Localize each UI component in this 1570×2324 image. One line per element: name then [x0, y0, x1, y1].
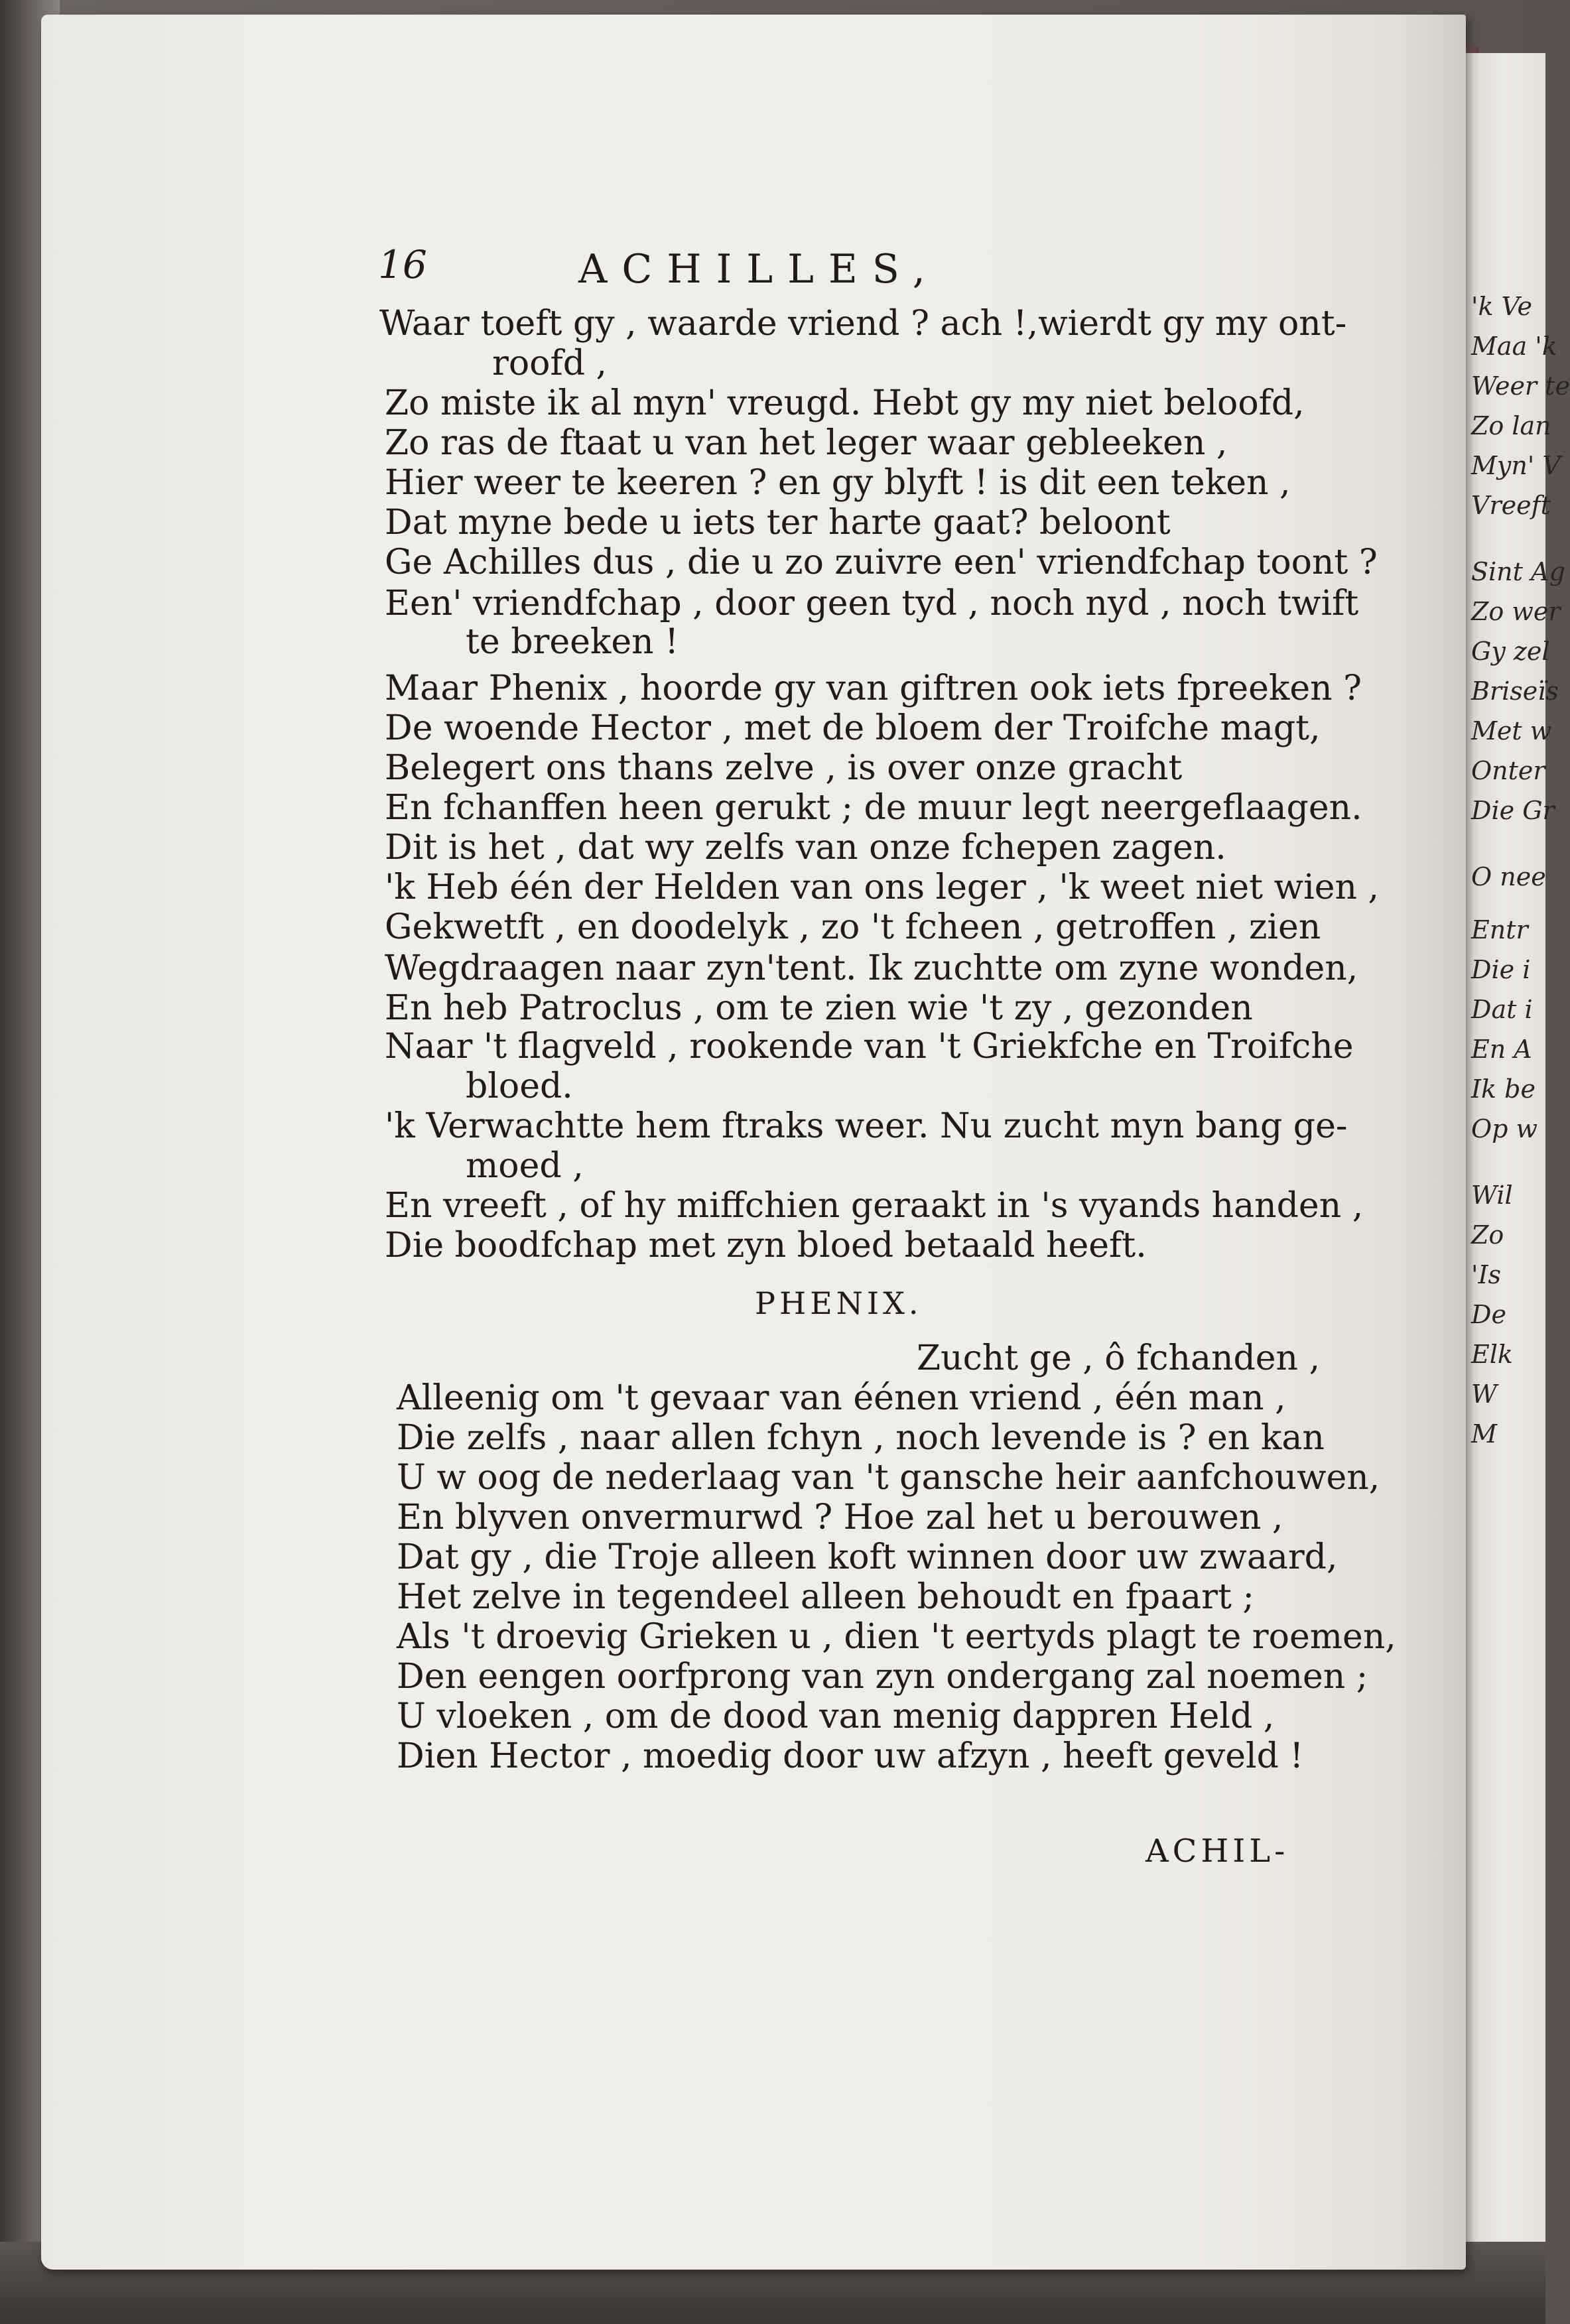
facing-page-fragment: Met w: [1471, 716, 1552, 745]
running-head: ACHILLES,: [578, 246, 940, 292]
facing-page-fragment: Weer te: [1471, 371, 1570, 401]
verse-line: Zo ras de ftaat u van het leger waar gebleeken ,: [385, 423, 1228, 463]
facing-page-fragment: Zo lan: [1471, 411, 1551, 440]
verse-line: Hier weer te keeren ? en gy blyft ! is dit een teken ,: [385, 463, 1291, 503]
facing-page-fragment: Elk: [1471, 1340, 1513, 1369]
facing-page-fragment: Zo: [1471, 1220, 1504, 1250]
facing-page-fragment: Die Gr: [1471, 796, 1555, 825]
verse-line: bloed.: [466, 1066, 573, 1106]
facing-page-fragment: Ik be: [1471, 1074, 1536, 1104]
verse-line: 'k Heb één der Helden van ons leger , 'k weet niet wien ,: [385, 868, 1380, 907]
facing-page-fragment: Maa 'k: [1471, 332, 1557, 361]
verse-line: Dat gy , die Troje alleen koft winnen door uw zwaard,: [397, 1537, 1338, 1577]
facing-page-fragment: Vreeft: [1471, 491, 1551, 520]
verse-line: Zo miste ik al myn' vreugd. Hebt gy my niet beloofd,: [385, 383, 1305, 423]
verse-line: Wegdraagen naar zyn'tent. Ik zuchtte om zyne wonden,: [385, 948, 1358, 988]
facing-page-fragment: Myn' V: [1471, 451, 1561, 480]
verse-line: Dit is het , dat wy zelfs van onze fchepen zagen.: [385, 828, 1226, 868]
facing-page-fragment: Entr: [1471, 915, 1528, 944]
facing-page-fragment: De: [1471, 1300, 1506, 1329]
facing-page-fragment: O nee: [1471, 862, 1546, 891]
facing-page-fragment: 'Is: [1471, 1260, 1501, 1289]
verse-line: Het zelve in tegendeel alleen behoudt en fpaart ;: [397, 1577, 1254, 1617]
verse-line: U w oog de nederlaag van 't gansche heir aanfchouwen,: [397, 1458, 1380, 1498]
verse-line: Belegert ons thans zelve , is over onze gracht: [385, 748, 1183, 788]
facing-page: [1459, 53, 1570, 2248]
facing-page-fragment: Op w: [1471, 1114, 1538, 1143]
verse-line: Die zelfs , naar allen fchyn , noch levende is ? en kan: [397, 1418, 1325, 1458]
facing-page-fragment: Die i: [1471, 955, 1531, 984]
verse-line: En heb Patroclus , om te zien wie 't zy , gezonden: [385, 988, 1253, 1028]
verse-line: Waar toeft gy , waarde vriend ? ach !,wierdt gy my ont-: [379, 304, 1347, 344]
verse-line: En vreeft , of hy miffchien geraakt in 's vyands handen ,: [385, 1186, 1364, 1226]
verse-line: Den eengen oorfprong van zyn ondergang zal noemen ;: [397, 1657, 1368, 1697]
facing-page-fragment: En A: [1471, 1035, 1532, 1064]
verse-line: Gekwetft , en doodelyk , zo 't fcheen , getroffen , zien: [385, 907, 1321, 947]
speaker-name: PHENIX.: [755, 1285, 923, 1321]
verse-line: Alleenig om 't gevaar van éénen vriend , één man ,: [397, 1378, 1286, 1418]
facing-page-fragment: Wil: [1471, 1181, 1513, 1210]
verse-line: roofd ,: [492, 344, 608, 383]
verse-line: Naar 't flagveld , rookende van 't Griekfche en Troifche: [385, 1027, 1354, 1066]
catchword: ACHIL-: [1145, 1833, 1289, 1870]
facing-page-fragment: Zo wer: [1471, 597, 1561, 626]
verse-line: 'k Verwachtte hem ftraks weer. Nu zucht myn bang ge-: [385, 1106, 1348, 1146]
verse-line: Dat myne bede u iets ter harte gaat? beloont: [385, 503, 1171, 543]
facing-page-fragment: Sint Ag: [1471, 557, 1565, 586]
book-page: [41, 15, 1466, 2270]
facing-page-fragment: W: [1471, 1380, 1498, 1409]
facing-page-fragment: Briseïs: [1471, 677, 1559, 706]
facing-page-fragment: Onter: [1471, 756, 1545, 785]
verse-line: En fchanffen heen gerukt ; de muur legt neergeflaagen.: [385, 788, 1362, 828]
verse-line: Die boodfchap met zyn bloed betaald heeft.: [385, 1226, 1147, 1265]
verse-line: Ge Achilles dus , die u zo zuivre een' vriendfchap toont ?: [385, 543, 1378, 582]
verse-line: Een' vriendfchap , door geen tyd , noch nyd , noch twift: [385, 584, 1359, 623]
facing-page-fragment: 'k Ve: [1471, 292, 1532, 321]
facing-page-fragment: M: [1471, 1419, 1497, 1449]
facing-page-fragment: Gy zel: [1471, 637, 1550, 666]
speaker-first-line: Zucht ge , ô fchanden ,: [917, 1338, 1321, 1378]
verse-line: De woende Hector , met de bloem der Troifche magt,: [385, 708, 1321, 748]
verse-line: te breeken !: [466, 622, 679, 662]
verse-line: Dien Hector , moedig door uw afzyn , heeft geveld !: [397, 1736, 1304, 1776]
facing-page-fragment: Dat i: [1471, 995, 1533, 1024]
verse-line: Maar Phenix , hoorde gy van giftren ook iets fpreeken ?: [385, 669, 1362, 708]
verse-line: moed ,: [466, 1146, 584, 1186]
verse-line: En blyven onvermurwd ? Hoe zal het u berouwen ,: [397, 1498, 1283, 1537]
page-number: 16: [378, 242, 427, 287]
verse-line: U vloeken , om de dood van menig dappren Held ,: [397, 1697, 1275, 1736]
verse-line: Als 't droevig Grieken u , dien 't eertyds plagt te roemen,: [397, 1617, 1396, 1657]
